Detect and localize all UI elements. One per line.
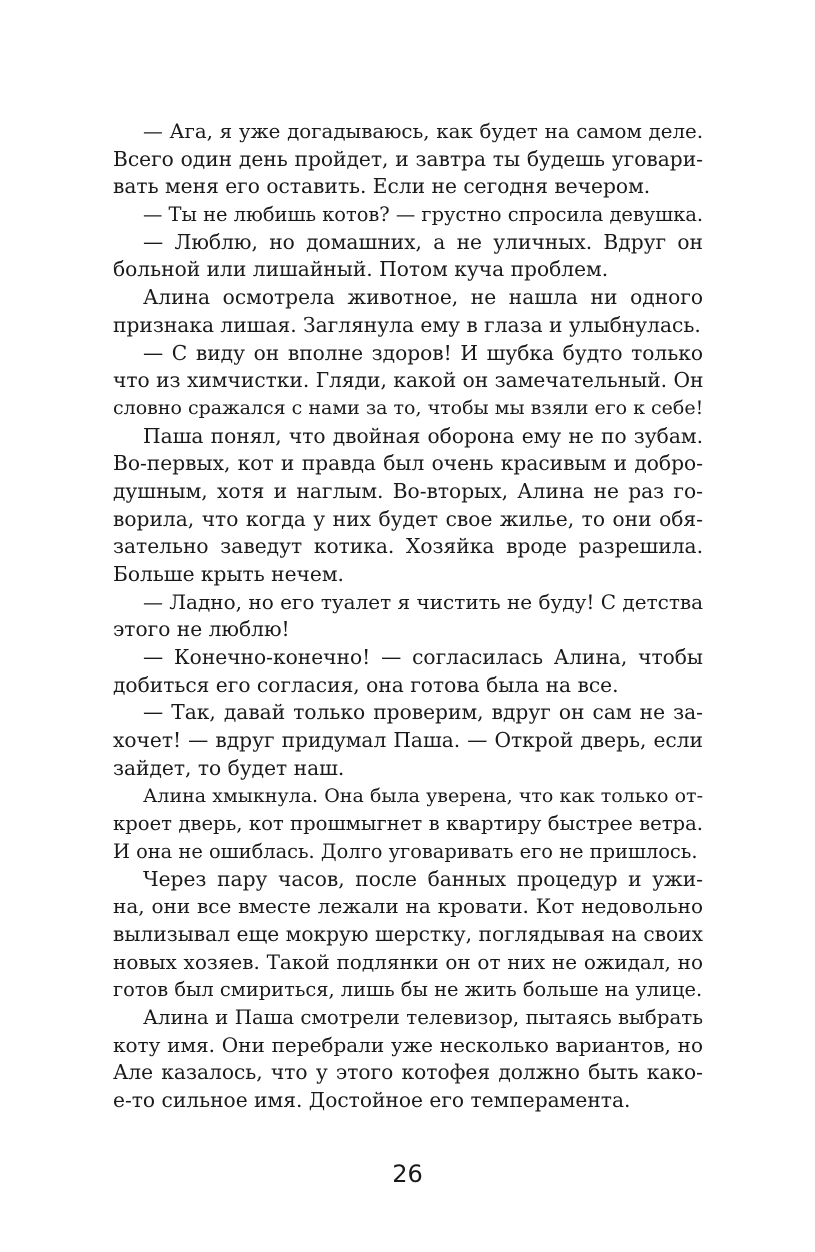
text-line: готов был смириться, лишь бы не жить больше на улице. [113,978,703,1002]
text-line: вать меня его оставить. Если не сегодня вечером. [113,174,651,199]
text-line: зайдет, то будет наш. [113,755,345,780]
text-line: коту имя. Они перебрали уже несколько вариантов, но [113,1032,703,1057]
page-body-text [113,118,703,1115]
text-line: Через пару часов, после банных процедур и ужи- [143,866,703,891]
text-line: Во-первых, кот и правда был очень красивым и добро- [113,451,703,476]
text-line: этого не люблю! [113,617,290,642]
text-line: больной или лишайный. Потом куча проблем. [113,257,609,282]
text-line: Паша понял, что двойная оборона ему не по зубам. [143,423,703,448]
text-line: Всего один день пройдет, и завтра ты будешь уговари- [113,146,703,171]
text-line: — Люблю, но домашних, а не уличных. Вдруг он [143,229,703,254]
text-line: новых хозяев. Такой подлянки он от них не ожидал, но [113,949,703,974]
text-line: — Так, давай только проверим, вдруг он сам не за- [143,700,703,725]
page-number: 26 [392,1160,423,1188]
text-line: — Ладно, но его туалет я чистить не буду! С детства [143,589,704,614]
text-line: И она не ошиблась. Долго уговаривать его не пришлось. [113,839,698,863]
text-line: — Ага, я уже догадываюсь, как будет на самом деле. [143,120,703,143]
text-line: ворила, что когда у них будет свое жилье, то они обя- [113,506,703,531]
text-line: — Ты не любишь котов? — грустно спросила девушка. [143,203,704,227]
text-line: — С виду он вполне здоров! И шубка будто только [143,340,703,365]
text-line: е-то сильное имя. Достойное его темперамента. [113,1088,631,1113]
text-line: на, они все вместе лежали на кровати. Кот недовольно [113,894,703,919]
text-line: что из химчистки. Гляди, какой он замечательный. Он [113,368,704,393]
text-line: словно сражался с нами за то, чтобы мы взяли его к себе! [113,396,704,419]
text-line: зательно заведут котика. Хозяйка вроде разрешила. [113,534,703,559]
text-line: хочет! — вдруг придумал Паша. — Открой дверь, если [113,728,703,753]
text-line: Алина хмыкнула. Она была уверена, что как только от- [143,784,703,807]
text-line: Алина осмотрела животное, не нашла ни одного [143,285,703,310]
text-line: вылизывал еще мокрую шерстку, поглядывая на своих [113,921,703,946]
text-line: Але казалось, что у этого котофея должно быть како- [113,1060,703,1085]
text-line: душным, хотя и наглым. Во-вторых, Алина не раз го- [113,478,703,503]
text-line: Больше крыть нечем. [113,562,344,586]
text-line: — Конечно-конечно! — согласилась Алина, чтобы [143,645,703,670]
text-line: кроет дверь, кот прошмыгнет в квартиру быстрее ветра. [113,812,703,836]
text-line: добиться его согласия, она готова была на все. [113,672,619,697]
text-line: признака лишая. Заглянула ему в глаза и улыбнулась. [113,312,701,337]
text-line: Алина и Паша смотрели телевизор, пытаясь выбрать [143,1006,703,1029]
